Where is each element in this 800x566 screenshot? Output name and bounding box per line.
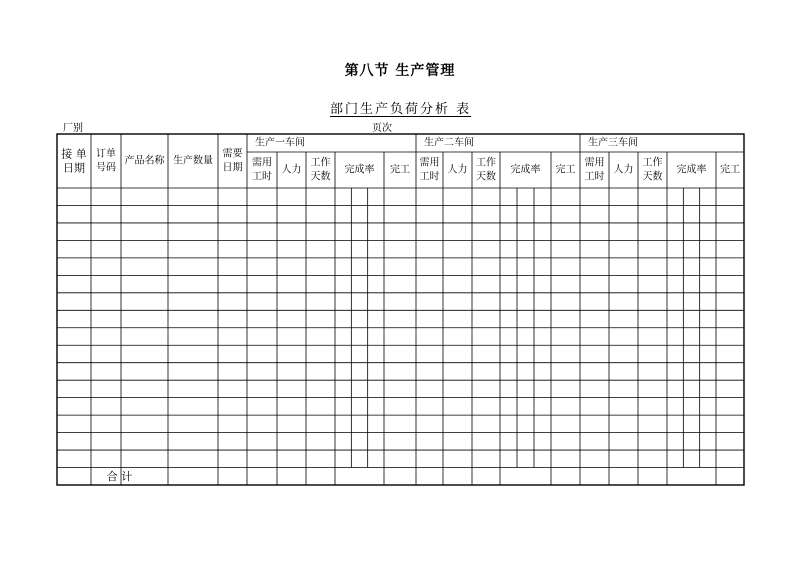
- order-number-header: 订单: [96, 148, 116, 160]
- work-days-header: 工作: [642, 157, 663, 169]
- workshop-name: 生产三车间: [588, 137, 638, 149]
- completion-rate-header: 完成率: [344, 164, 375, 176]
- factory-label: 厂别: [63, 123, 83, 134]
- page-number-label: 页次: [372, 123, 392, 134]
- manpower-header: 人力: [281, 164, 302, 176]
- section-title: 第八节 生产管理: [344, 63, 456, 79]
- completion-header: 完工: [555, 164, 576, 176]
- workshop-name: 生产二车间: [424, 137, 474, 149]
- completion-rate-header: 完成率: [510, 164, 541, 176]
- work-days-header: 工作: [476, 157, 496, 169]
- manpower-header: 人力: [613, 164, 634, 176]
- product-name-header: 产品名称: [124, 155, 165, 167]
- required-hours-header: 需用: [419, 157, 440, 169]
- required-date-header: 需要: [222, 148, 243, 160]
- order-number-header: 号码: [96, 162, 116, 174]
- required-hours-header: 需用: [584, 157, 605, 169]
- required-hours-header: 工时: [419, 171, 440, 183]
- required-hours-header: 工时: [252, 171, 272, 183]
- order-date-header: 日期: [63, 161, 85, 175]
- work-days-header: 天数: [310, 171, 331, 183]
- total-label: 合 计: [106, 469, 133, 483]
- work-days-header: 工作: [310, 157, 331, 169]
- production-quantity-header: 生产数量: [173, 155, 213, 167]
- order-date-header: 接 单: [61, 147, 87, 161]
- required-hours-header: 需用: [252, 157, 272, 169]
- form-title: 部门生产负荷分析 表: [330, 102, 472, 117]
- required-hours-header: 工时: [584, 171, 605, 183]
- work-days-header: 天数: [476, 171, 496, 183]
- manpower-header: 人力: [447, 164, 468, 176]
- completion-header: 完工: [390, 164, 410, 176]
- completion-header: 完工: [720, 164, 740, 176]
- required-date-header: 日期: [222, 162, 243, 174]
- work-days-header: 天数: [642, 171, 663, 183]
- completion-rate-header: 完成率: [676, 164, 707, 176]
- workshop-name: 生产一车间: [255, 137, 305, 149]
